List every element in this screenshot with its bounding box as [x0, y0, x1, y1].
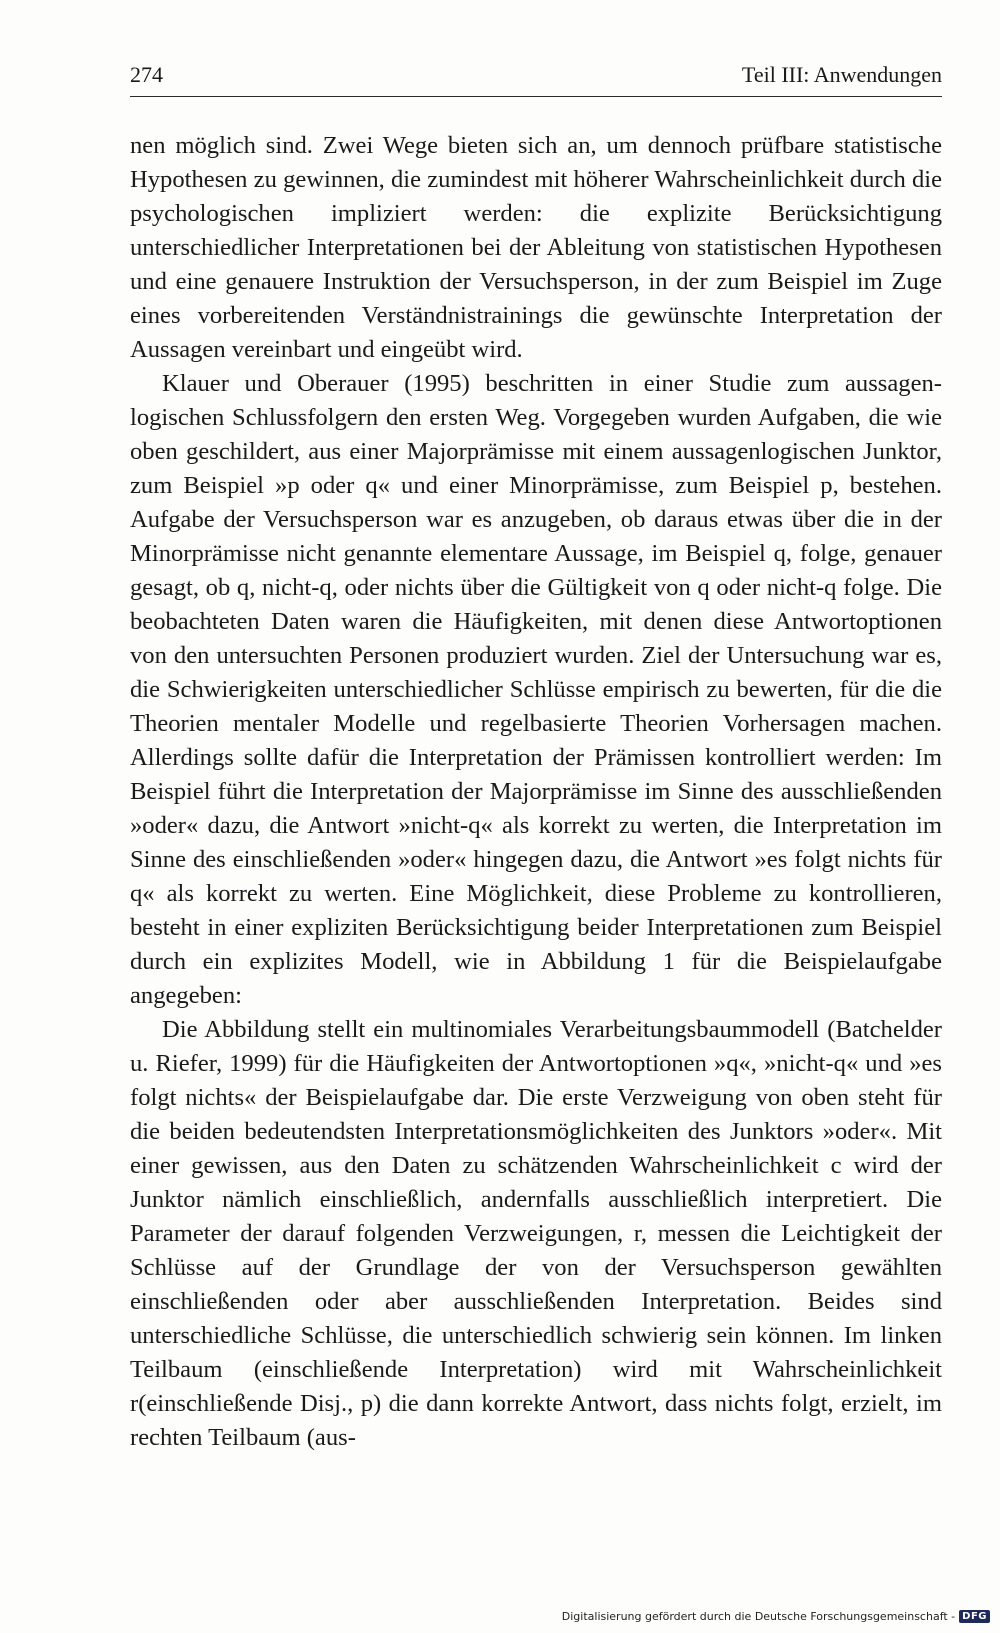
footer-text: Digitalisierung gefördert durch die Deutsche Forschungsgemeinschaft - — [561, 1610, 956, 1623]
page-number: 274 — [130, 62, 163, 87]
paragraph-1: nen möglich sind. Zwei Wege bieten sich an, um dennoch prüfbare statistische Hypothesen zu gewinnen, die zumindest mit höherer Wahrscheinlichkeit durch die psychologischen impliziert werden: die explizite Berücksichtigung unterschiedlicher Interpretationen bei der Ableitung von statistischen Hypothesen und eine genauere Instruktion der Versuchsperson, in der zum Beispiel im Zuge eines vorbereitenden Verständnistrainings die gewünschte Interpretation der Aussagen vereinbart und eingeübt wird. — [130, 132, 942, 363]
section-title: Teil III: Anwendungen — [741, 62, 942, 87]
dfg-logo: DFG — [959, 1610, 990, 1623]
running-head — [130, 56, 942, 97]
paragraph-2: Klauer und Oberauer (1995) beschritten in einer Studie zum aussagenlogischen Schlussfolgern den ersten Weg. Vorgegeben wurden Aufgaben, die wie oben geschildert, aus einer Majorprämisse mit einem aussagenlogischen Junktor, zum Beispiel »p oder q« und einer Minorprämisse, zum Beispiel p, bestehen. Aufgabe der Versuchsperson war es anzugeben, ob daraus etwas über die in der Minorprämisse nicht genannte elementare Aussage, im Beispiel q, folge, genauer gesagt, ob q, nicht-q, oder nichts über die Gültigkeit von q oder nicht-q folge. Die beobachteten Daten waren die Häufigkeiten, mit denen diese Antwortoptionen von den untersuchten Personen produziert wurden. Ziel der Untersuchung war es, die Schwierigkeiten unterschiedlicher Schlüsse empirisch zu bewerten, für die die Theorien mentaler Modelle und regelbasierte Theorien Vorhersagen machen. Allerdings sollte dafür die Interpretation der Prämissen kontrolliert werden: Im Beispiel führt die Interpretation der Majorprämisse im Sinne des ausschließenden »oder« dazu, die Antwort »nicht-q« als korrekt zu werten, die Interpretation im Sinne des einschließenden »oder« hingegen dazu, die Antwort »es folgt nichts für q« als korrekt zu werten. Eine Möglichkeit, diese Probleme zu kontrollieren, besteht in einer expliziten Berücksichtigung beider Interpretationen zum Beispiel durch ein explizites Modell, wie in Abbildung 1 für die Beispielaufgabe angegeben: — [130, 370, 942, 1009]
digitization-footer — [562, 1610, 990, 1623]
body-text — [130, 129, 942, 1455]
paragraph-3: Die Abbildung stellt ein multinomiales Verarbeitungsbaummodell (Batchelder u. Riefer, 1999) für die Häufigkeiten der Antwortoptionen »q«, »nicht-q« und »es folgt nichts« der Beispielaufgabe dar. Die erste Verzweigung von oben steht für die beiden bedeutendsten Interpretationsmöglichkeiten des Junktors »oder«. Mit einer gewissen, aus den Daten zu schätzenden Wahrscheinlichkeit c wird der Junktor nämlich einschließlich, andernfalls ausschließlich interpretiert. Die Parameter der darauf folgenden Verzweigungen, r, messen die Leichtigkeit der Schlüsse auf der Grundlage der von der Versuchsperson gewählten einschließenden oder aber ausschließenden Interpretation. Beides sind unterschiedliche Schlüsse, die unterschiedlich schwierig sein können. Im linken Teilbaum (einschließende Interpretation) wird mit Wahrscheinlichkeit r(einschließende Disj., p) die dann korrekte Antwort, dass nichts folgt, erzielt, im rechten Teilbaum (aus- — [130, 1016, 942, 1451]
